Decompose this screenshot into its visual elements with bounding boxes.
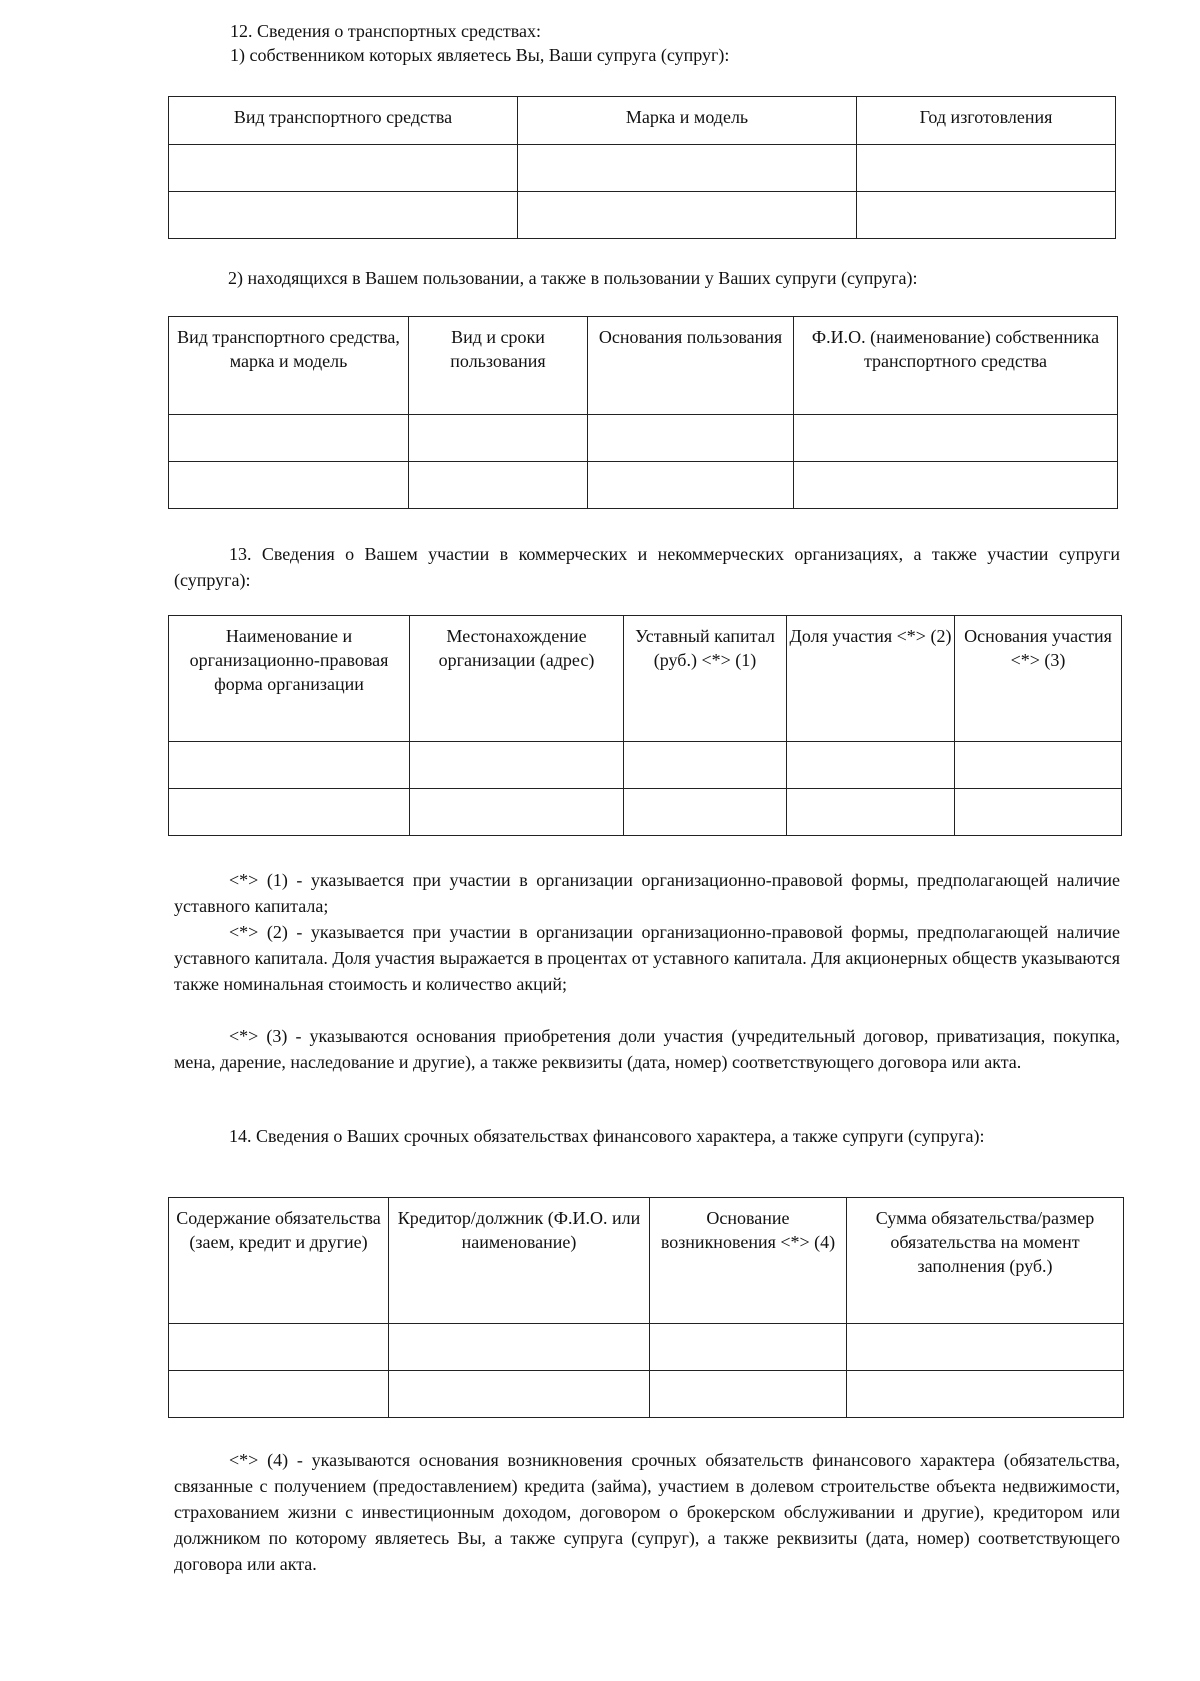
table-cell[interactable]	[169, 1324, 389, 1371]
table-cell[interactable]	[650, 1324, 847, 1371]
section-12-subtitle-2: 2) находящихся в Вашем пользовании, а также в пользовании у Ваших супруги (супруга):	[228, 268, 918, 288]
section-13-title: 13. Сведения о Вашем участии в коммерческих и некоммерческих организациях, а также участии супруги (супруга):	[174, 544, 1120, 590]
table-header-row	[169, 317, 1118, 415]
column-header: Основания участия <*> (3)	[955, 616, 1122, 742]
column-header: Кредитор/должник (Ф.И.О. или наименование)	[389, 1198, 650, 1324]
table-row	[169, 789, 1122, 836]
table-cell[interactable]	[787, 742, 955, 789]
column-header: Вид транспортного средства	[169, 97, 518, 145]
table-row	[169, 462, 1118, 509]
column-header: Содержание обязательства (заем, кредит и другие)	[169, 1198, 389, 1324]
table-row	[169, 145, 1116, 192]
table-cell[interactable]	[857, 192, 1116, 239]
table-cell[interactable]	[518, 145, 857, 192]
table-row	[169, 1324, 1124, 1371]
table-cell[interactable]	[794, 462, 1118, 509]
organizations-table	[168, 615, 1122, 836]
table-cell[interactable]	[518, 192, 857, 239]
table-cell[interactable]	[409, 462, 588, 509]
table-cell[interactable]	[857, 145, 1116, 192]
column-header: Год изготовления	[857, 97, 1116, 145]
section-12-subtitle-1: 1) собственником которых являетесь Вы, Ваши супруга (супруг):	[230, 45, 730, 65]
table-cell[interactable]	[410, 742, 624, 789]
footnote-2: <*> (2) - указывается при участии в организации организационно-правовой формы, предполагающей наличие уставного капитала. Доля участия выражается в процентах от уставного капитала. Для акционерных обществ указываются также номинальная стоимость и количество акций;	[174, 922, 1120, 994]
table-cell[interactable]	[847, 1371, 1124, 1418]
table-row	[169, 415, 1118, 462]
table-cell[interactable]	[169, 1371, 389, 1418]
section-14-title: 14. Сведения о Ваших срочных обязательствах финансового характера, а также супруги (супруга):	[229, 1126, 985, 1146]
financial-obligations-table	[168, 1197, 1124, 1418]
column-header: Вид и сроки пользования	[409, 317, 588, 415]
vehicles-owned-table	[168, 96, 1116, 239]
table-cell[interactable]	[410, 789, 624, 836]
table-header-row	[169, 97, 1116, 145]
table-row	[169, 192, 1116, 239]
column-header: Основания пользования	[588, 317, 794, 415]
column-header: Уставный капитал (руб.) <*> (1)	[624, 616, 787, 742]
table-cell[interactable]	[588, 415, 794, 462]
column-header: Доля участия <*> (2)	[787, 616, 955, 742]
table-cell[interactable]	[169, 145, 518, 192]
table-header-row	[169, 1198, 1124, 1324]
table-cell[interactable]	[169, 462, 409, 509]
table-cell[interactable]	[389, 1371, 650, 1418]
footnote-1: <*> (1) - указывается при участии в организации организационно-правовой формы, предполагающей наличие уставного капитала;	[174, 870, 1120, 916]
vehicles-used-table	[168, 316, 1118, 509]
table-cell[interactable]	[389, 1324, 650, 1371]
column-header: Вид транспортного средства, марка и модель	[169, 317, 409, 415]
table-cell[interactable]	[787, 789, 955, 836]
column-header: Наименование и организационно-правовая форма организации	[169, 616, 410, 742]
table-row	[169, 1371, 1124, 1418]
table-cell[interactable]	[847, 1324, 1124, 1371]
column-header: Местонахождение организации (адрес)	[410, 616, 624, 742]
table-cell[interactable]	[650, 1371, 847, 1418]
table-cell[interactable]	[409, 415, 588, 462]
table-cell[interactable]	[624, 789, 787, 836]
table-cell[interactable]	[955, 789, 1122, 836]
column-header: Ф.И.О. (наименование) собственника транспортного средства	[794, 317, 1118, 415]
table-cell[interactable]	[955, 742, 1122, 789]
table-cell[interactable]	[169, 415, 409, 462]
column-header: Основание возникновения <*> (4)	[650, 1198, 847, 1324]
table-cell[interactable]	[169, 192, 518, 239]
table-cell[interactable]	[794, 415, 1118, 462]
table-cell[interactable]	[624, 742, 787, 789]
column-header: Сумма обязательства/размер обязательства на момент заполнения (руб.)	[847, 1198, 1124, 1324]
table-header-row	[169, 616, 1122, 742]
column-header: Марка и модель	[518, 97, 857, 145]
section-12-title: 12. Сведения о транспортных средствах:	[230, 21, 542, 41]
table-cell[interactable]	[588, 462, 794, 509]
table-row	[169, 742, 1122, 789]
footnote-4: <*> (4) - указываются основания возникновения срочных обязательств финансового характера (обязательства, связанные с получением (предоставлением) кредита (займа), участием в долевом строительстве объекта недвижимости, страхованием жизни с инвестиционным доходом, договором о брокерском обслуживании и другие), кредитором или должником по которому являетесь Вы, а также супруга (супруг), а также реквизиты (дата, номер) соответствующего договора или акта.	[174, 1450, 1120, 1574]
table-cell[interactable]	[169, 789, 410, 836]
table-cell[interactable]	[169, 742, 410, 789]
footnote-3: <*> (3) - указываются основания приобретения доли участия (учредительный договор, приватизация, покупка, мена, дарение, наследование и другие), а также реквизиты (дата, номер) соответствующего договора или акта.	[174, 1026, 1120, 1072]
